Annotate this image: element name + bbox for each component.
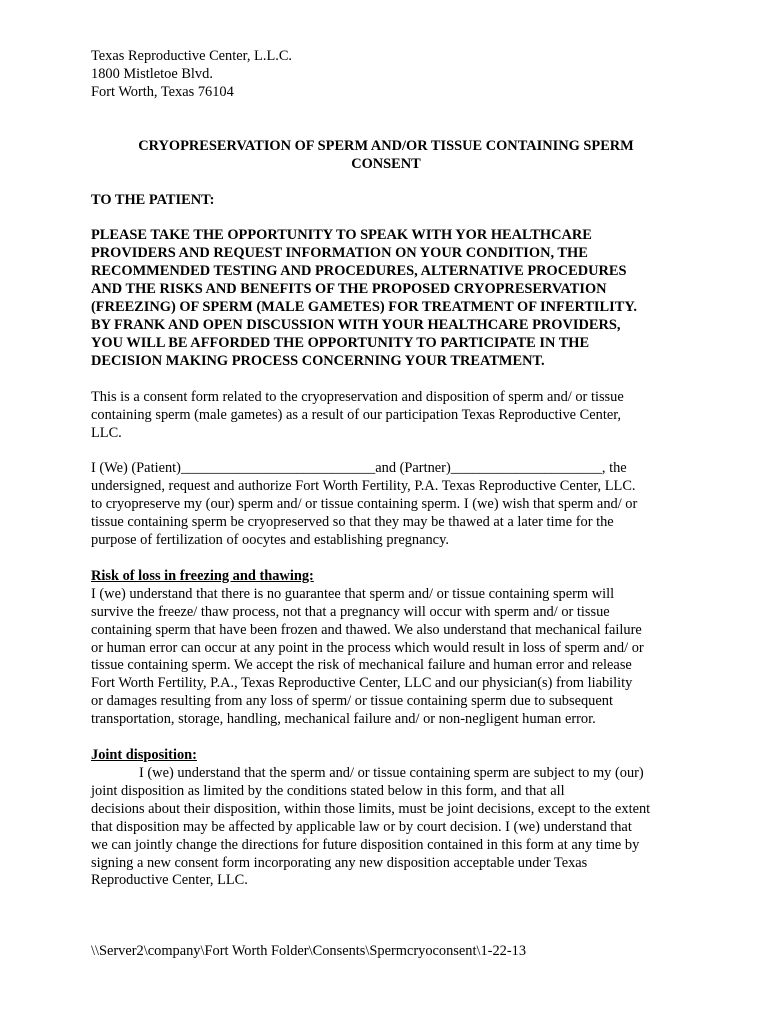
risk-line: transportation, storage, handling, mechanical failure and/ or non-negligent human error. <box>91 711 596 728</box>
notice-line: (FREEZING) OF SPERM (MALE GAMETES) FOR TREATMENT OF INFERTILITY. <box>91 299 637 316</box>
risk-line: survive the freeze/ thaw process, not that a pregnancy will occur with sperm and/ or tissue <box>91 603 610 620</box>
document-title <box>91 138 681 174</box>
risk-line: Fort Worth Fertility, P.A., Texas Reproductive Center, LLC and our physician(s) from liability <box>91 675 633 692</box>
address-block <box>91 48 681 102</box>
authorization-line: undersigned, request and authorize Fort Worth Fertility, P.A. Texas Reproductive Center, LLC. <box>91 478 636 495</box>
joint-line: Reproductive Center, LLC. <box>91 872 248 889</box>
intro-line: LLC. <box>91 424 122 441</box>
risk-line: I (we) understand that there is no guarantee that sperm and/ or tissue containing sperm will <box>91 585 615 602</box>
joint-first-line <box>91 765 681 783</box>
joint-line: I (we) understand that the sperm and/ or tissue containing sperm are subject to my (our) <box>139 765 644 781</box>
joint-line: we can jointly change the directions for future disposition contained in this form at any time by <box>91 836 640 853</box>
joint-heading: Joint disposition: <box>91 747 197 764</box>
notice-line: YOU WILL BE AFFORDED THE OPPORTUNITY TO PARTICIPATE IN THE <box>91 334 590 351</box>
footer-file-path: \\Server2\company\Fort Worth Folder\Consents\Spermcryoconsent\1-22-13 <box>91 943 527 959</box>
joint-line: that disposition may be affected by applicable law or by court decision. I (we) understand that <box>91 818 632 835</box>
notice-line: AND THE RISKS AND BENEFITS OF THE PROPOSED CRYOPRESERVATION <box>91 281 607 298</box>
notice-line: PLEASE TAKE THE OPPORTUNITY TO SPEAK WITH YOR HEALTHCARE <box>91 227 592 244</box>
org-name: Texas Reproductive Center, L.L.C. <box>91 48 293 64</box>
notice-paragraph <box>91 227 681 370</box>
partner-name-field[interactable]: _____________________ <box>450 460 602 477</box>
title-line-2: CONSENT <box>351 155 421 172</box>
risk-line: or human error can occur at any point in the process which would result in loss of sperm and/ or <box>91 639 644 656</box>
intro-line: This is a consent form related to the cryopreservation and disposition of sperm and/ or tissue <box>91 388 624 405</box>
to-patient-heading: TO THE PATIENT: <box>91 191 215 208</box>
notice-line: RECOMMENDED TESTING AND PROCEDURES, ALTERNATIVE PROCEDURES <box>91 263 627 280</box>
street-address: 1800 Mistletoe Blvd. <box>91 65 213 82</box>
authorization-line: purpose of fertilization of oocytes and establishing pregnancy. <box>91 532 449 549</box>
authorization-line: tissue containing sperm be cryopreserved so that they may be thawed at a later time for the <box>91 514 614 531</box>
joint-line: signing a new consent form incorporating any new disposition acceptable under Texas <box>91 854 588 871</box>
joint-line: decisions about their disposition, within those limits, must be joint decisions, except to the extent <box>91 800 651 817</box>
authorization-line: to cryopreserve my (our) sperm and/ or tissue containing sperm. I (we) wish that sperm and/ or <box>91 496 638 513</box>
authorization-paragraph <box>91 460 681 550</box>
joint-section <box>91 747 681 890</box>
intro-line: containing sperm (male gametes) as a result of our participation Texas Reproductive Center, <box>91 406 622 423</box>
joint-line: joint disposition as limited by the conditions stated below in this form, and that all <box>91 782 565 799</box>
title-line-1: CRYOPRESERVATION OF SPERM AND/OR TISSUE CONTAINING SPERM <box>138 137 634 154</box>
risk-line: or damages resulting from any loss of sperm/ or tissue containing sperm due to subsequent <box>91 693 613 710</box>
after-blank-text: , the <box>601 460 627 477</box>
city-state-zip: Fort Worth, Texas 76104 <box>91 83 234 100</box>
risk-line: containing sperm that have been frozen and thawed. We also understand that mechanical failure <box>91 621 642 638</box>
intro-paragraph <box>91 389 681 443</box>
notice-line: DECISION MAKING PROCESS CONCERNING YOUR TREATMENT. <box>91 352 545 369</box>
patient-name-field[interactable]: ___________________________ <box>180 460 376 477</box>
partner-label: and (Partner) <box>375 460 451 477</box>
risk-heading: Risk of loss in freezing and thawing: <box>91 567 314 584</box>
risk-section <box>91 568 681 729</box>
patient-label: I (We) (Patient) <box>91 460 181 477</box>
risk-line: tissue containing sperm. We accept the risk of mechanical failure and human error and release <box>91 657 632 674</box>
consent-page <box>91 48 681 890</box>
authorization-first-line <box>91 460 681 478</box>
notice-line: PROVIDERS AND REQUEST INFORMATION ON YOUR CONDITION, THE <box>91 245 588 262</box>
notice-line: BY FRANK AND OPEN DISCUSSION WITH YOUR HEALTHCARE PROVIDERS, <box>91 316 621 333</box>
